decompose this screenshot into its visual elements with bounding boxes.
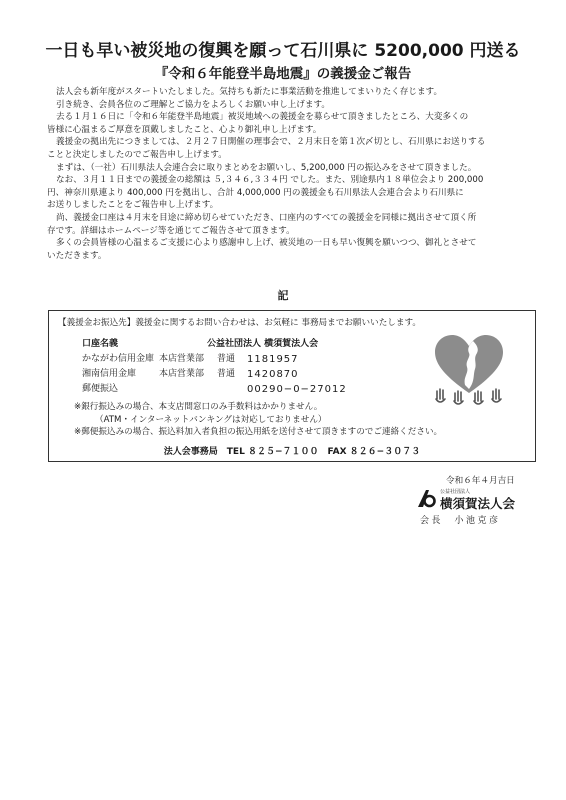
account-label: 口座名義 (82, 339, 119, 349)
account-type (217, 382, 247, 397)
organization-name: 横須賀法人会 (440, 496, 516, 511)
paragraph (47, 86, 537, 99)
paragraph (47, 212, 537, 237)
branch-name: 本店営業部 (159, 369, 205, 379)
paragraph (47, 237, 537, 262)
account-list (82, 337, 347, 397)
paragraph-line: 法人会も新年度がスタートいたしました。気持ちも新たに事業活動を推進してまいりたく存じます。 (56, 87, 443, 97)
paragraph-line: 多くの会員皆様の心温まるご支援に心より感謝申し上げ、被災地の一日も早い復興を願いつつ、御礼とさせて (56, 238, 477, 249)
account-number: 1181957 (247, 354, 299, 365)
paragraph-line: 皆様に心温まるご厚意を頂戴しましたこと、心より御礼申し上げます。 (47, 124, 322, 135)
account-type: 普通 (217, 354, 236, 364)
paragraph (47, 136, 537, 161)
bank-name: 湘南信用金庫 (82, 369, 137, 379)
note-line: ※郵便振込みの場合、振込料加入者負担の振込用紙を送付させて頂きますのでご連絡ください。 (74, 427, 443, 438)
paragraph-line: 尚、義援金口座は４月末を目途に締め切らせていただき、口座内のすべての義援金を同様に拠出させて頂く所 (56, 212, 477, 223)
account-holder-row (82, 337, 347, 352)
organization-type: 公益社団法人 (440, 489, 471, 495)
paragraph (47, 111, 537, 136)
bank-name: かながわ信用金庫 (82, 354, 155, 364)
paragraph-line: まずは、（一社）石川県法人会連合会に取りまとめをお願いし、5,200,000 円の振込みをさせて頂きました。 (56, 162, 477, 173)
account-number: 00290−0−27012 (247, 384, 347, 395)
notes (74, 401, 442, 439)
account-row (82, 352, 347, 367)
donation-info-box (48, 310, 536, 462)
paragraph-line: いただきます。 (47, 250, 107, 261)
paragraph-line: 存です。詳細はホームページ等を通じてご報告させて頂きます。 (47, 225, 295, 236)
account-row (82, 367, 347, 382)
box-heading: 【義援金お振込先】義援金に関するお問い合わせは、お気軽に 事務局までお願いいたします。 (58, 318, 421, 328)
paragraph (47, 174, 537, 212)
ki-heading: 記 (277, 289, 289, 302)
bank-name: 郵便振込 (82, 384, 119, 394)
account-name: 公益社団法人 横須賀法人会 (207, 339, 319, 349)
account-row (82, 382, 347, 397)
body-text (47, 86, 537, 262)
organization-signature (416, 486, 536, 526)
paragraph-line: ことと決定しましたのでご報告申し上げます。 (47, 149, 227, 160)
paragraph-line: 去る１月１６日に「令和６年能登半島地震」被災地域への義援金を募らせて頂きましたところ、大変多くの (56, 112, 469, 123)
paragraph-line: なお、３月１１日までの義援金の総額は ５,３４６,３３４円 でした。また、別途県内１８単位会より 200,000 (56, 175, 484, 186)
paragraph (47, 99, 537, 112)
branch-name (159, 382, 217, 397)
page-title: 一日も早い被災地の復興を願って石川県に 5200,000 円送る (45, 41, 521, 61)
account-number: 1420870 (247, 369, 299, 380)
paragraph (47, 162, 537, 175)
chairman-name: 会長 小池克彦 (420, 516, 501, 526)
branch-name: 本店営業部 (159, 354, 205, 364)
paragraph-line: お送りしましたことをご報告申し上げます。 (47, 200, 219, 211)
heart-hands-icon (429, 331, 509, 409)
note-line: （ATM・インターネットバンキングは対応しておりません） (95, 414, 327, 425)
paragraph-line: 引き続き、会員各位のご理解とご協力をよろしくお願い申し上げます。 (56, 99, 330, 110)
issue-date: 令和６年４月吉日 (446, 476, 515, 486)
page-subtitle: 『令和６年能登半島地震』の義援金ご報告 (154, 66, 412, 82)
account-type: 普通 (217, 369, 236, 379)
organization-logo-icon (416, 488, 436, 508)
office-contact: 法人会事務局 TEL ８２５−７１００ FAX ８２６−３０７３ (163, 447, 421, 457)
note-line: ※銀行振込みの場合、本支店間窓口のみ手数料はかかりません。 (74, 402, 323, 412)
paragraph-line: 円、神奈川県連より 400,000 円を拠出し、合計 4,000,000 円の義援金も石川県法人会連合会より石川県に (47, 187, 464, 198)
paragraph-line: 義援金の拠出先につきましては、２月２７日開催の理事会で、２月末日を第１次〆切とし、石川県にお送りする (56, 137, 486, 148)
